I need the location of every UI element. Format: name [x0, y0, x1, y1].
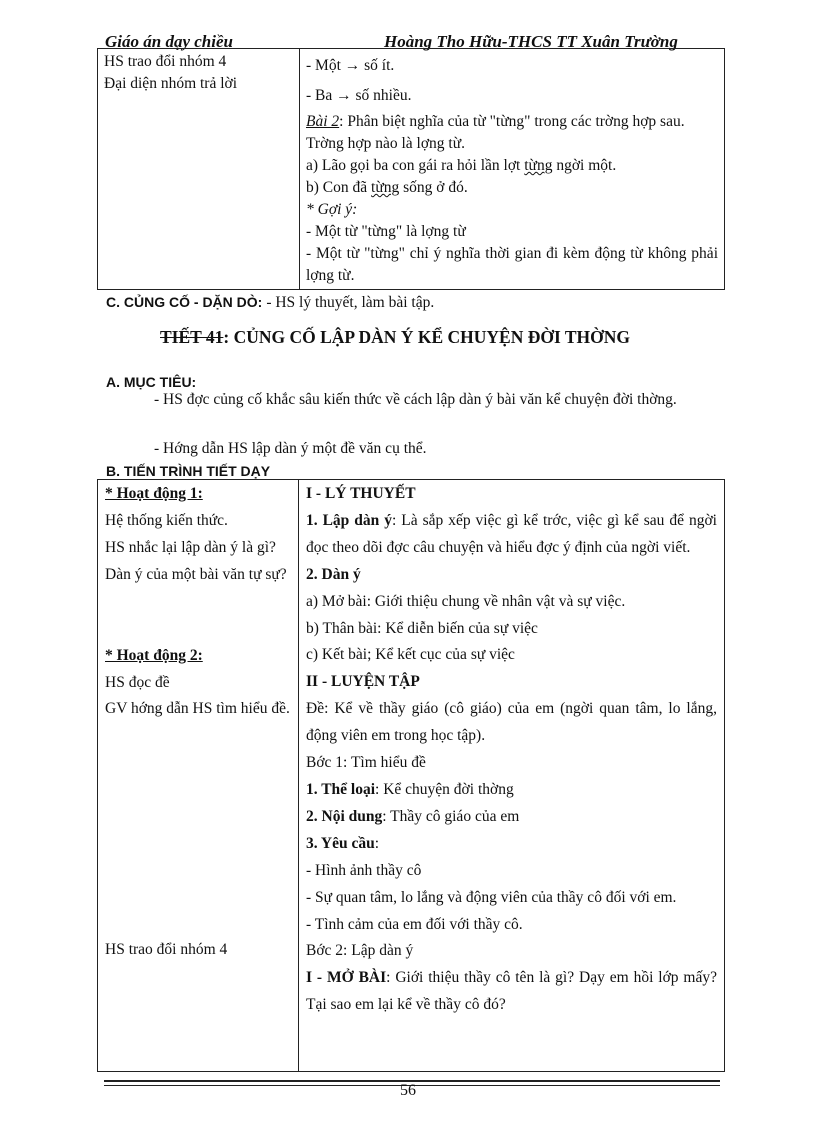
dan-y-b: b) Thân bài: Kể diễn biến của sự việc — [306, 619, 538, 637]
top-left-line-1: HS trao đổi nhóm 4 — [104, 53, 227, 70]
left-line-6: HS trao đổi nhóm 4 — [105, 941, 228, 959]
hint-1: - Một từ "từng" là lợng từ — [306, 223, 466, 240]
hint-label: * Gợi ý: — [306, 201, 358, 218]
top-table — [97, 48, 725, 290]
section-a-line-1: - HS đợc củng cố khắc sâu kiến thức về cách lập dàn ý bài văn kể chuyện đời thờng. — [154, 391, 677, 408]
left-line-4: HS đọc đề — [105, 673, 170, 691]
yeu-cau-3: - Tình cảm của em đối với thầy cô. — [306, 915, 523, 933]
yeu-cau-2: - Sự quan tâm, lo lắng và động viên của thầy cô đối với em. — [306, 888, 677, 906]
dan-y-a: a) Mở bài: Giới thiệu chung về nhân vật và sự việc. — [306, 592, 626, 610]
hint-2: - Một từ "từng" chỉ ý nghĩa thời gian đi kèm động từ không phải lợng từ. — [306, 245, 718, 284]
top-left-line-2: Đại diện nhóm trả lời — [104, 75, 238, 92]
dan-y-c: c) Kết bài; Kể kết cục của sự việc — [306, 646, 515, 664]
title-struck: TIẾT 41 — [160, 327, 224, 347]
page-number: 56 — [400, 1082, 416, 1099]
section-b-label: B. TIẾN TRÌNH TIẾT DẠY — [106, 463, 271, 479]
top-table-left-cell — [98, 49, 300, 290]
de-bai: Đề: Kể về thầy giáo (cô giáo) của em (ngời quan tâm, lo lắng, động viên em trong học tập). — [306, 700, 717, 745]
header-left: Giáo án dạy chiều — [105, 32, 233, 51]
section-c — [106, 294, 434, 312]
section-c-label: C. CỦNG CỐ - DẶN DÒ: — [106, 294, 263, 310]
paragraph-lap-dan-y: 1. Lập dàn ý: Là sắp xếp việc gì kể trớc, việc gì kể sau để ngời đọc theo dõi đợc câu chuyện và hiểu đợc ý định của ngời viết. — [306, 511, 717, 556]
header-right: Hoàng Tho Hữu-THCS TT Xuân Trường — [384, 32, 678, 51]
bai2-label: Bài 2 — [306, 113, 340, 130]
arrow-right-icon: → — [344, 57, 361, 74]
buoc-1: Bớc 1: Tìm hiểu đề — [306, 754, 426, 772]
heading-ly-thuyet: I - LÝ THUYẾT — [306, 485, 416, 502]
left-line-5: GV hớng dẫn HS tìm hiểu đề. — [105, 700, 290, 718]
left-line-1: Hệ thống kiến thức. — [105, 511, 228, 529]
main-table-right-cell — [299, 480, 725, 1072]
item-b: b) Con đã từng sống ở đó. — [306, 179, 468, 196]
the-loai: 1. Thể loại: Kể chuyện đời thờng — [306, 780, 514, 798]
yeu-cau-1: - Hình ảnh thầy cô — [306, 861, 422, 879]
item-a: a) Lão gọi ba con gái ra hỏi lần lợt từng ngời một. — [306, 157, 617, 174]
main-table — [97, 479, 725, 1072]
activity-1: * Hoạt động 1: — [105, 485, 203, 502]
section-a-line-2: - Hớng dẫn HS lập dàn ý một đề văn cụ thể. — [154, 440, 427, 457]
heading-luyen-tap: II - LUYỆN TẬP — [306, 673, 420, 691]
line-ba: - Ba → số nhiều. — [306, 87, 412, 104]
yeu-cau: 3. Yêu cầu: — [306, 834, 380, 852]
mo-bai: I - MỞ BÀI: Giới thiệu thầy cô tên là gì? Dạy em hồi lớp mấy? Tại sao em lại kể về thầy cô đó? — [306, 969, 717, 1014]
left-line-3: Dàn ý của một bài văn tự sự? — [105, 565, 287, 583]
section-c-text: - HS lý thuyết, làm bài tập. — [266, 294, 435, 311]
bai2-paragraph: Bài 2: Phân biệt nghĩa của từ "từng" trong các trờng hợp sau. Trờng hợp nào là lợng từ. — [306, 113, 685, 152]
page-title — [160, 327, 630, 348]
paragraph-dan-y: 2. Dàn ý — [306, 565, 361, 583]
left-line-2: HS nhắc lại lập dàn ý là gì? — [105, 538, 276, 556]
line-mot: - Một → số ít. — [306, 57, 395, 74]
arrow-right-icon: → — [336, 87, 352, 104]
title-rest: : CỦNG CỐ LẬP DÀN Ý KỂ CHUYỆN ĐỜI THỜNG — [223, 327, 630, 347]
top-table-right-cell — [300, 49, 725, 290]
activity-2: * Hoạt động 2: — [105, 646, 203, 664]
noi-dung: 2. Nội dung: Thầy cô giáo của em — [306, 807, 520, 825]
main-table-left-cell — [98, 480, 299, 1072]
buoc-2: Bớc 2: Lập dàn ý — [306, 942, 414, 960]
section-a-label: A. MỤC TIÊU: — [106, 374, 197, 390]
